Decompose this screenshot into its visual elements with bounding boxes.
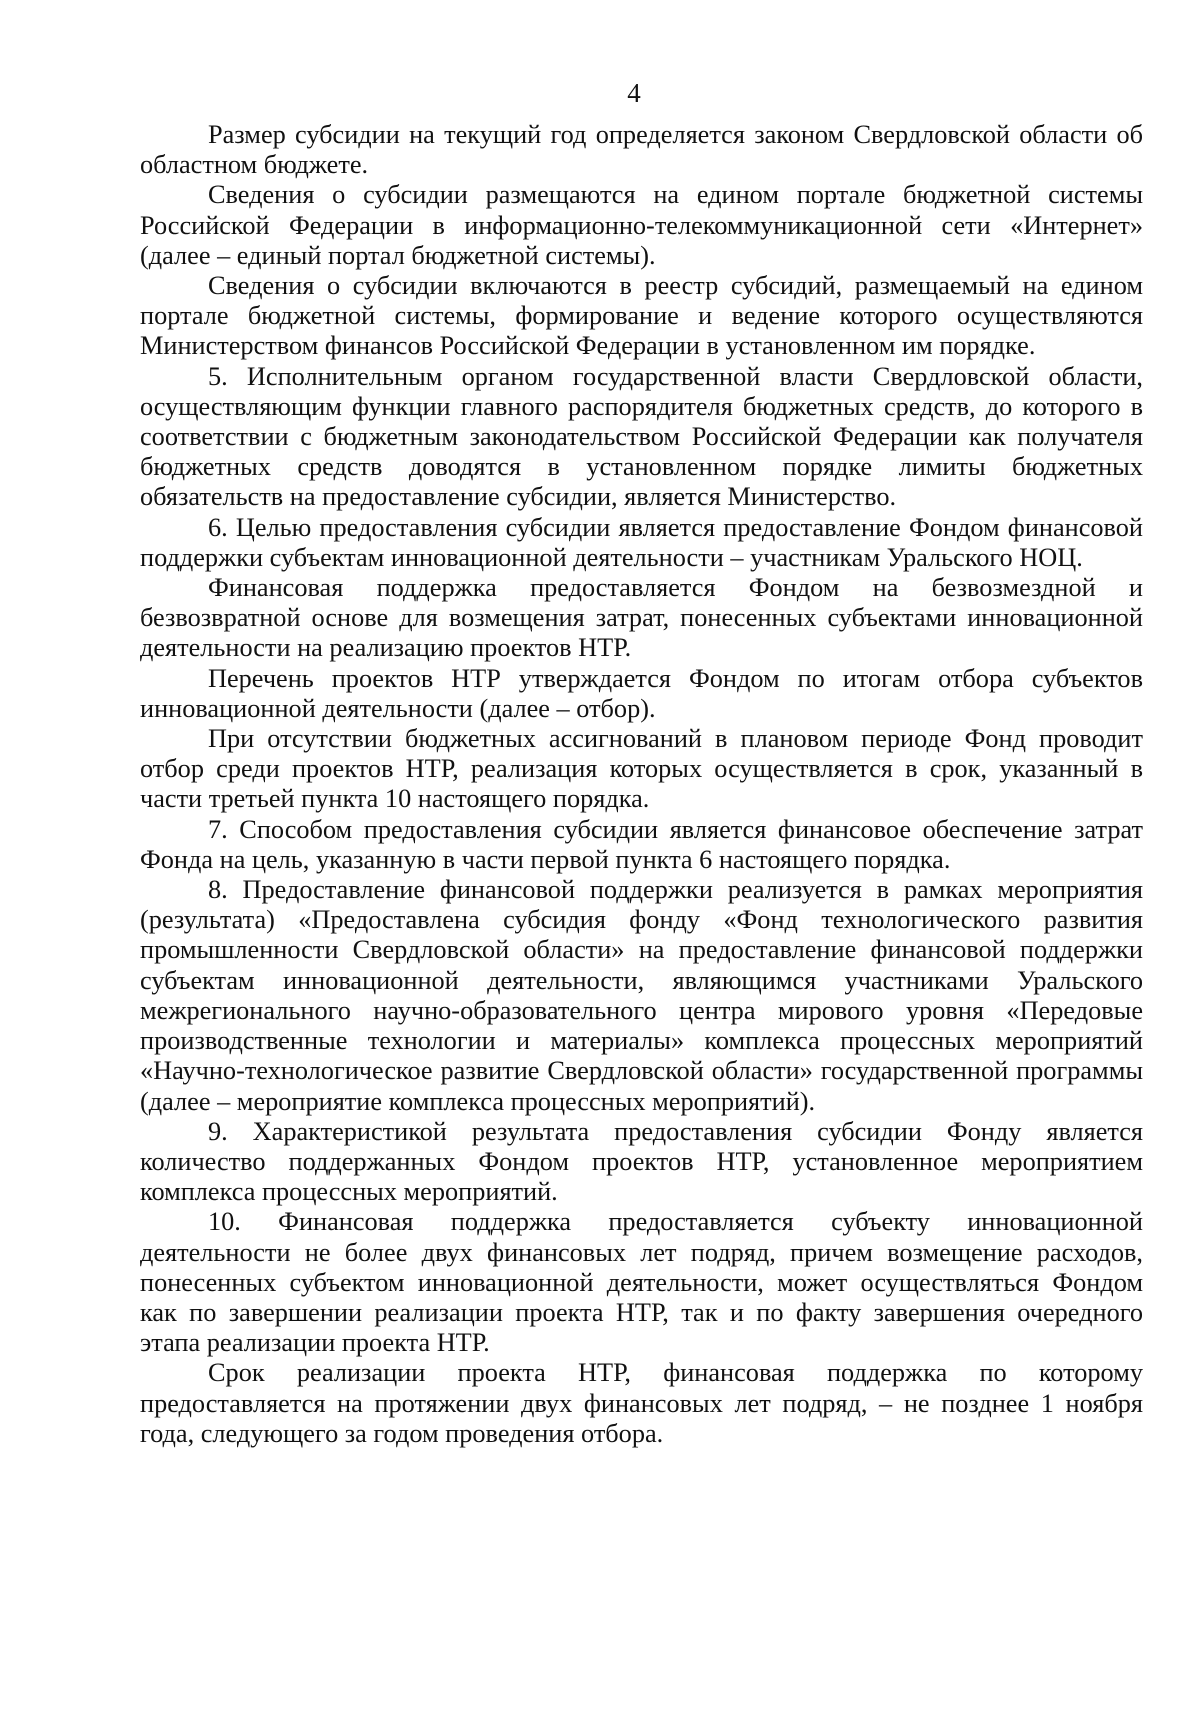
paragraph-financial-support: Финансовая поддержка предоставляется Фондом на безвозмездной и безвозвратной основе для возмещения затрат, понесенных субъектами инновационной деятельности на реализацию проектов НТР.	[140, 573, 1143, 663]
paragraph-project-list: Перечень проектов НТР утверждается Фондом по итогам отбора субъектов инновационной деятельности (далее – отбор).	[140, 663, 1143, 723]
paragraph-item-9: 9. Характеристикой результата предоставления субсидии Фонду является количество поддержанных Фондом проектов НТР, установленное мероприятием комплекса процессных мероприятий.	[140, 1116, 1143, 1207]
paragraph-item-6: 6. Целью предоставления субсидии является предоставление Фондом финансовой поддержки субъектам инновационной деятельности – участникам Уральского НОЦ.	[140, 512, 1143, 572]
paragraph-item-10: 10. Финансовая поддержка предоставляется субъекту инновационной деятельности не более двух финансовых лет подряд, причем возмещение расходов, понесенных субъектом инновационной деятельности, может осуществляться Фондом как по завершении реализации проекта НТР, так и по факту завершения очередного этапа реализации проекта НТР.	[140, 1207, 1143, 1358]
document-body	[140, 120, 1143, 1449]
paragraph-item-5: 5. Исполнительным органом государственной власти Свердловской области, осуществляющим функции главного распорядителя бюджетных средств, до которого в соответствии с бюджетным законодательством Российской Федерации как получателя бюджетных средств доводятся в установленном порядке лимиты бюджетных обязательств на предоставление субсидии, является Министерство.	[140, 361, 1143, 512]
paragraph-subsidy-portal: Сведения о субсидии размещаются на едином портале бюджетной системы Российской Федерации в информационно-телекоммуникационной сети «Интернет» (далее – единый портал бюджетной системы).	[140, 180, 1143, 270]
page-number: 4	[627, 78, 641, 108]
paragraph-item-7: 7. Способом предоставления субсидии является финансовое обеспечение затрат Фонда на цель, указанную в части первой пункта 6 настоящего порядка.	[140, 814, 1143, 874]
paragraph-no-allocations: При отсутствии бюджетных ассигнований в плановом периоде Фонд проводит отбор среди проектов НТР, реализация которых осуществляется в срок, указанный в части третьей пункта 10 настоящего порядка.	[140, 724, 1143, 814]
paragraph-subsidy-registry: Сведения о субсидии включаются в реестр субсидий, размещаемый на едином портале бюджетной системы, формирование и ведение которого осуществляются Министерством финансов Российской Федерации в установленном им порядке.	[140, 271, 1143, 361]
paragraph-project-term: Срок реализации проекта НТР, финансовая поддержка по которому предоставляется на протяжении двух финансовых лет подряд, – не позднее 1 ноября года, следующего за годом проведения отбора.	[140, 1358, 1143, 1448]
paragraph-item-8: 8. Предоставление финансовой поддержки реализуется в рамках мероприятия (результата) «Предоставлена субсидия фонду «Фонд технологического развития промышленности Свердловской области» на предоставление финансовой поддержки субъектам инновационной деятельности, являющимся участниками Уральского межрегионального научно-образовательного центра мирового уровня «Передовые производственные технологии и материалы» комплекса процессных мероприятий «Научно-технологическое развитие Свердловской области» государственной программы (далее – мероприятие комплекса процессных мероприятий).	[140, 875, 1143, 1116]
paragraph-subsidy-size: Размер субсидии на текущий год определяется законом Свердловской области об областном бюджете.	[140, 120, 1143, 180]
